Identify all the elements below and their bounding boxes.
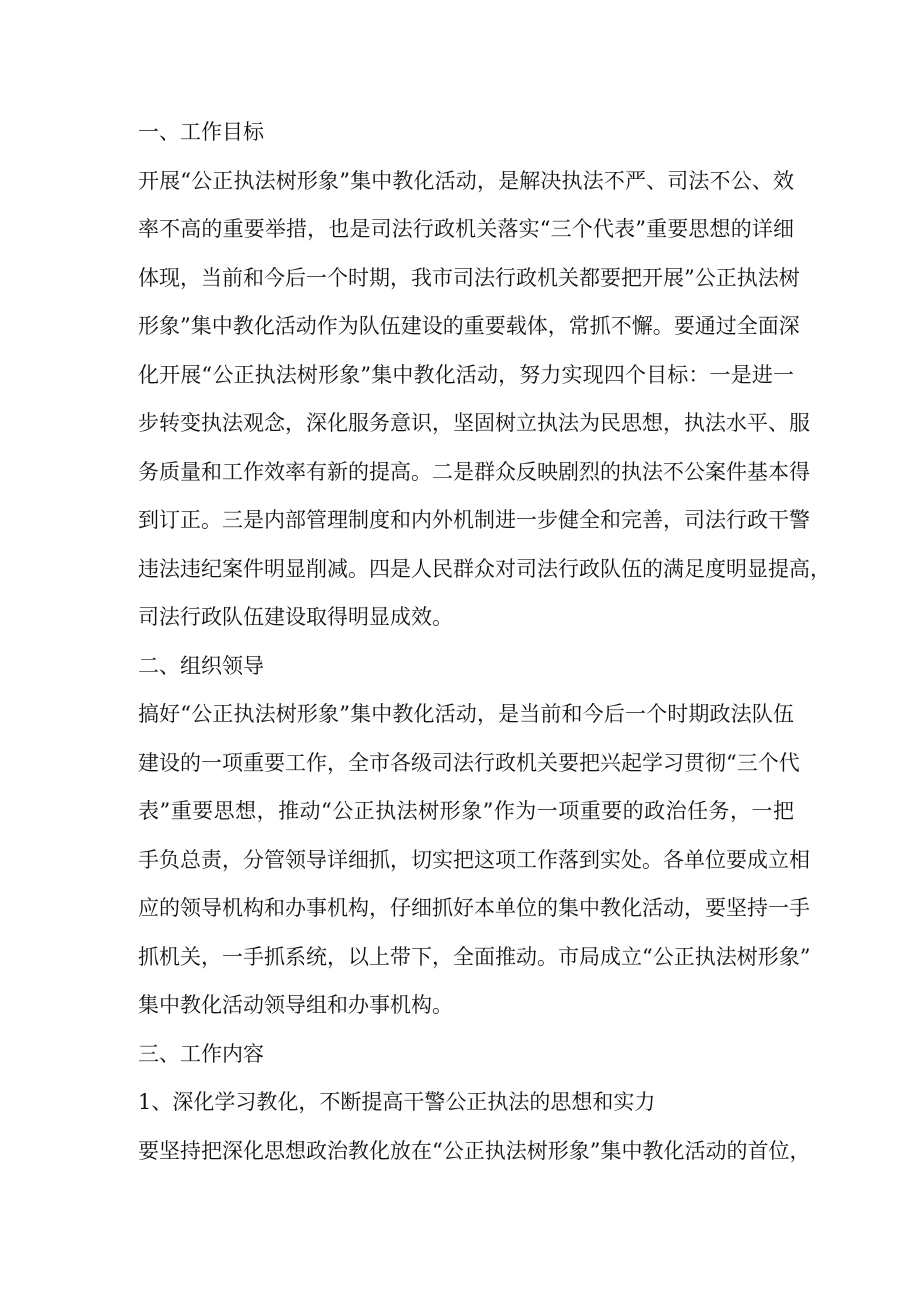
document-body xyxy=(138,108,831,1175)
text-line: 手负总责，分管领导详细抓，切实把这项工作落到实处。各单位要成立相 xyxy=(138,847,810,872)
text-line: 搞好“公正执法树形象”集中教化活动，是当前和今后一个时期政法队伍 xyxy=(138,702,794,726)
paragraph-study-education xyxy=(138,1127,811,1176)
paragraph-work-goals xyxy=(138,157,831,642)
text-line: 务质量和工作效率有新的提高。二是群众反映剧烈的执法不公案件基本得 xyxy=(138,459,810,484)
text-line: 率不高的重要举措，也是司法行政机关落实“三个代表”重要思想的详细 xyxy=(138,217,794,241)
text-line: 建设的一项重要工作，全市各级司法行政机关要把兴起学习贯彻“三个代 xyxy=(138,750,800,775)
section-heading-work-content: 三、工作内容 xyxy=(138,1041,264,1066)
text-line: 应的领导机构和办事机构，仔细抓好本单位的集中教化活动，要坚持一手 xyxy=(138,896,810,920)
text-line: 抓机关，一手抓系统，以上带下，全面推动。市局成立“公正执法树形象” xyxy=(138,944,811,969)
text-line: 到订正。三是内部管理制度和内外机制进一步健全和完善，司法行政干警 xyxy=(138,508,810,532)
text-line: 集中教化活动领导组和办事机构。 xyxy=(138,993,453,1017)
text-line: 化开展“公正执法树形象”集中教化活动，努力实现四个目标：一是进一 xyxy=(138,362,794,387)
text-line: 表”重要思想，推动“公正执法树形象”作为一项重要的政治任务，一把 xyxy=(138,799,794,823)
text-line: 违法违纪案件明显削减。四是人民群众对司法行政队伍的满足度明显提高， xyxy=(138,556,831,581)
subsection-heading-study-education: 1、深化学习教化，不断提高干警公正执法的思想和实力 xyxy=(138,1090,656,1114)
text-line: 要坚持把深化思想政治教化放在“公正执法树形象”集中教化活动的首位， xyxy=(138,1138,811,1163)
text-line: 开展“公正执法树形象”集中教化活动，是解决执法不严、司法不公、效 xyxy=(138,168,794,193)
section-heading-work-goals: 一、工作目标 xyxy=(138,120,264,144)
text-line: 司法行政队伍建设取得明显成效。 xyxy=(138,605,453,629)
paragraph-organization xyxy=(138,690,811,1030)
text-line: 步转变执法观念，深化服务意识，坚固树立执法为民思想，执法水平、服 xyxy=(138,411,810,435)
section-heading-organization: 二、组织领导 xyxy=(138,653,264,678)
text-line: 形象”集中教化活动作为队伍建设的重要载体，常抓不懈。要通过全面深 xyxy=(138,314,800,338)
text-line: 体现，当前和今后一个时期，我市司法行政机关都要把开展”公正执法树 xyxy=(138,265,800,290)
